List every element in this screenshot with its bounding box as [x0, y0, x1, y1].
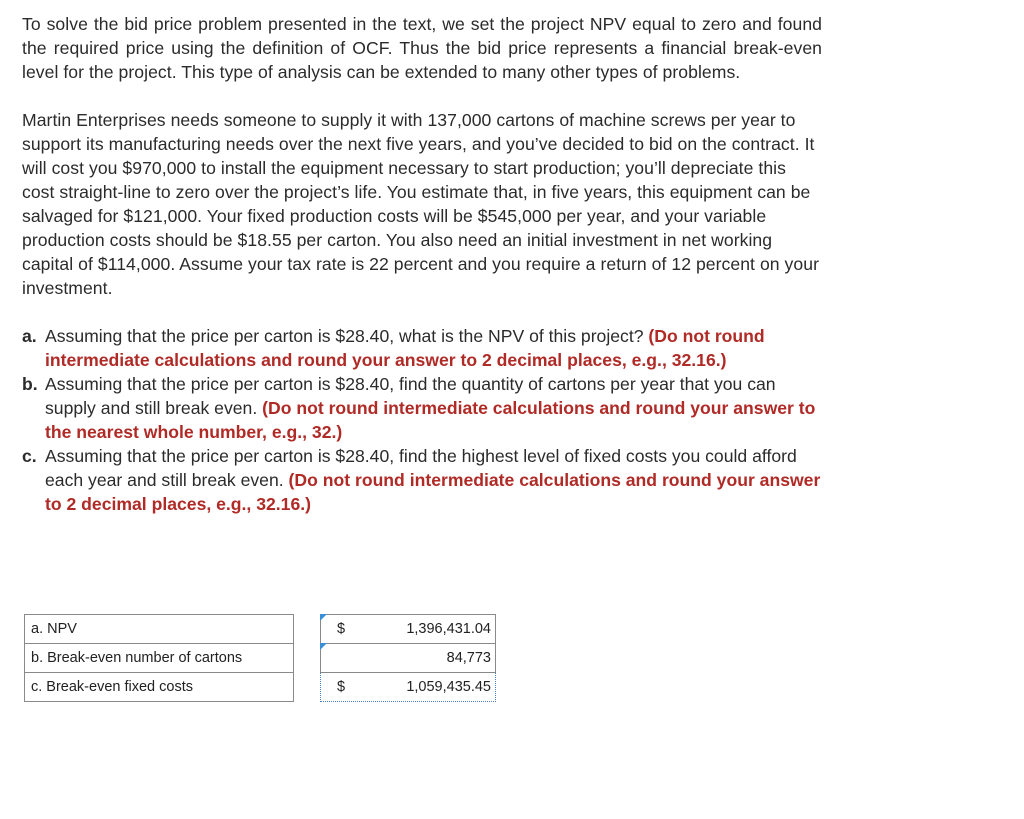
question-letter: c. — [22, 446, 37, 466]
break-even-cartons-answer-field[interactable] — [321, 644, 496, 673]
intro-paragraph: To solve the bid price problem presented in the text, we set the project NPV equal to zero and found the required price using the definition of OCF. Thus the bid price represents a financial break-even level for the project. This type of analysis can be extended to many other types of problems. — [22, 14, 822, 82]
answer-flag-icon — [320, 614, 327, 621]
answer-label: c. Break-even fixed costs — [25, 673, 294, 702]
answer-value: 84,773 — [446, 650, 491, 666]
answer-flag-icon — [320, 643, 327, 650]
problem-paragraph: Martin Enterprises needs someone to supply it with 137,000 cartons of machine screws per year to support its manufacturing needs over the next five years, and you’ve decided to bid on the contract. It will cost you $970,000 to install the equipment necessary to start production; you’ll depreciate this cost straight-line to zero over the project’s life. You estimate that, in five years, this equipment can be salvaged for $121,000. Your fixed production costs will be $545,000 per year, and your variable production costs should be $18.55 per carton. You also need an initial investment in net working capital of $114,000. Assume your tax rate is 22 percent and you require a return of 12 percent on your investment. — [22, 110, 819, 298]
break-even-fixed-costs-answer-field[interactable] — [321, 673, 496, 702]
question-content — [22, 12, 822, 516]
question-c — [22, 444, 822, 516]
question-letter: b. — [22, 374, 38, 394]
answer-table — [24, 614, 496, 702]
npv-answer-field[interactable] — [321, 615, 496, 644]
currency-symbol: $ — [337, 621, 346, 637]
question-text: Assuming that the price per carton is $28.40, find the quantity of cartons per year that you can supply and still break even. — [45, 374, 776, 418]
answer-row-break-even-fixed-costs — [25, 673, 496, 702]
question-body — [45, 372, 822, 444]
question-instruction: (Do not round intermediate calculations and round your answer to the nearest whole number, e.g., 32.) — [45, 398, 816, 442]
currency-symbol: $ — [337, 679, 346, 695]
answer-value: 1,396,431.04 — [406, 621, 491, 637]
question-list — [22, 324, 822, 516]
question-instruction: (Do not round intermediate calculations and round your answer to 2 decimal places, e.g., 32.16.) — [45, 470, 821, 514]
question-instruction: (Do not round intermediate calculations and round your answer to 2 decimal places, e.g., 32.16.) — [45, 326, 765, 370]
answer-row-break-even-cartons — [25, 644, 496, 673]
question-letter: a. — [22, 326, 37, 346]
answer-label: b. Break-even number of cartons — [25, 644, 294, 673]
question-body — [45, 324, 822, 372]
question-text: Assuming that the price per carton is $28.40, what is the NPV of this project? — [45, 326, 649, 346]
question-a — [22, 324, 822, 372]
question-b — [22, 372, 822, 444]
answer-row-npv — [25, 615, 496, 644]
question-text: Assuming that the price per carton is $28.40, find the highest level of fixed costs you could afford each year and still break even. — [45, 446, 797, 490]
answer-value: 1,059,435.45 — [406, 679, 491, 695]
question-body — [45, 444, 822, 516]
answer-label: a. NPV — [25, 615, 294, 644]
